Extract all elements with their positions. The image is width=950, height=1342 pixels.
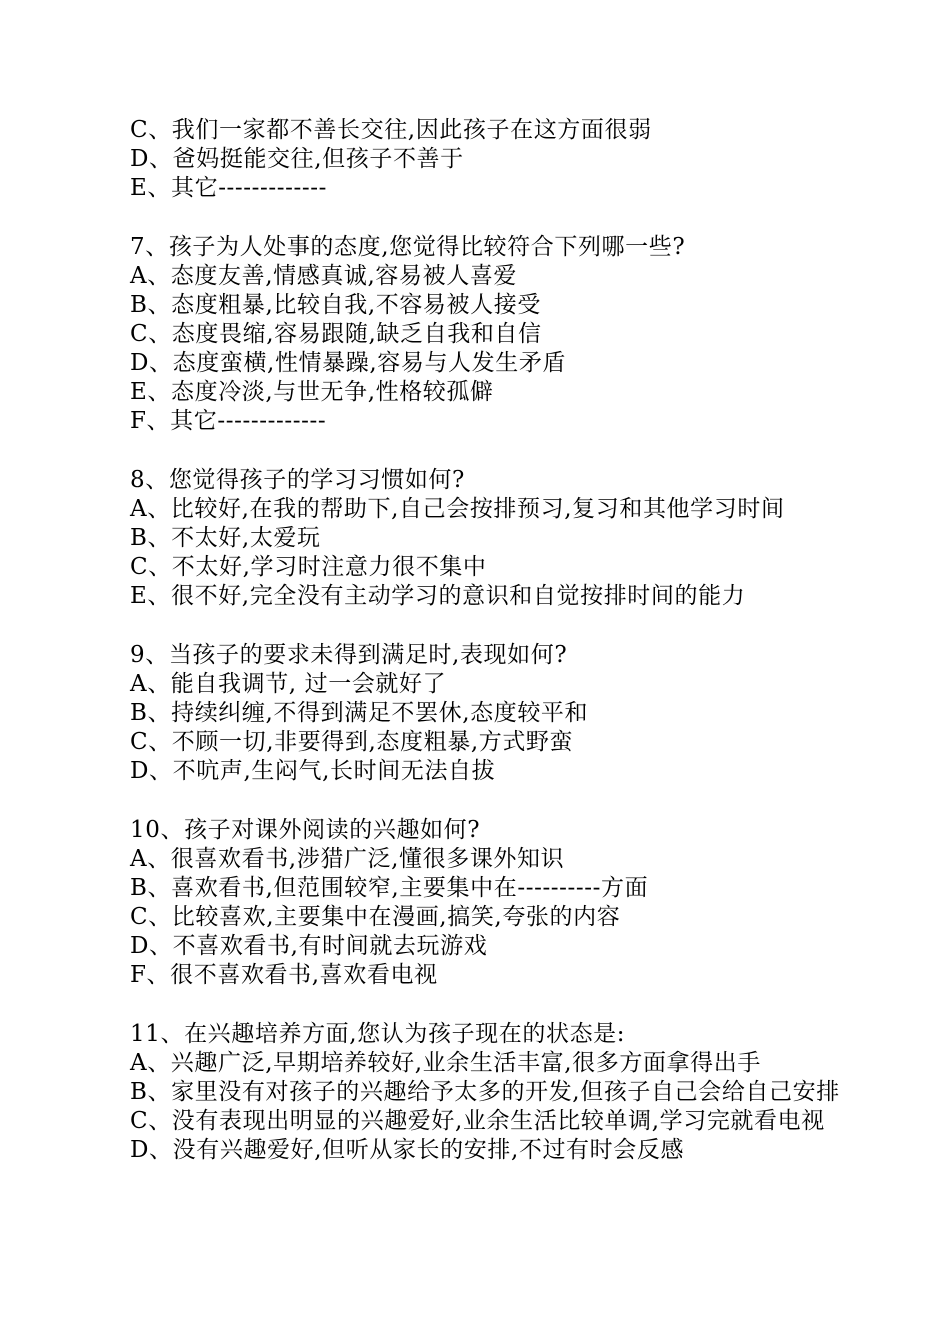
option-a: A、能自我调节, 过一会就好了 bbox=[130, 671, 447, 697]
question-6-continued bbox=[130, 116, 890, 203]
option-b: B、不太好,太爱玩 bbox=[130, 525, 321, 551]
option-a: A、很喜欢看书,涉猎广泛,懂很多课外知识 bbox=[130, 846, 565, 872]
option-b: B、喜欢看书,但范围较窄,主要集中在----------方面 bbox=[130, 875, 649, 901]
option-a: A、兴趣广泛,早期培养较好,业余生活丰富,很多方面拿得出手 bbox=[130, 1050, 761, 1076]
question-title: 11、在兴趣培养方面,您认为孩子现在的状态是: bbox=[130, 1021, 626, 1047]
question-10 bbox=[130, 816, 890, 990]
option-c: C、我们一家都不善长交往,因此孩子在这方面很弱 bbox=[130, 117, 652, 143]
option-d: D、没有兴趣爱好,但听从家长的安排,不过有时会反感 bbox=[130, 1137, 685, 1163]
option-c: C、没有表现出明显的兴趣爱好,业余生活比较单调,学习完就看电视 bbox=[130, 1108, 825, 1134]
option-d: D、态度蛮横,性情暴躁,容易与人发生矛盾 bbox=[130, 350, 567, 376]
option-e: E、其它------------- bbox=[130, 175, 328, 201]
option-d: D、不吭声,生闷气,长时间无法自拔 bbox=[130, 758, 496, 784]
option-d: D、爸妈挺能交往,但孩子不善于 bbox=[130, 146, 464, 172]
option-a: A、态度友善,情感真诚,容易被人喜爱 bbox=[130, 263, 518, 289]
question-8 bbox=[130, 466, 890, 611]
option-b: B、家里没有对孩子的兴趣给予太多的开发,但孩子自己会给自己安排 bbox=[130, 1079, 840, 1105]
option-c: C、不太好,学习时注意力很不集中 bbox=[130, 554, 487, 580]
question-9 bbox=[130, 641, 890, 786]
question-title: 7、孩子为人处事的态度,您觉得比较符合下列哪一些? bbox=[130, 234, 686, 260]
option-e: E、很不好,完全没有主动学习的意识和自觉按排时间的能力 bbox=[130, 583, 746, 609]
option-b: B、持续纠缠,不得到满足不罢休,态度较平和 bbox=[130, 700, 589, 726]
question-7 bbox=[130, 233, 890, 436]
question-title: 9、当孩子的要求未得到满足时,表现如何? bbox=[130, 642, 568, 668]
option-c: C、比较喜欢,主要集中在漫画,搞笑,夸张的内容 bbox=[130, 904, 621, 930]
option-c: C、不顾一切,非要得到,态度粗暴,方式野蛮 bbox=[130, 729, 574, 755]
option-e: E、态度冷淡,与世无争,性格较孤僻 bbox=[130, 379, 494, 405]
option-d: D、不喜欢看书,有时间就去玩游戏 bbox=[130, 933, 488, 959]
question-title: 8、您觉得孩子的学习习惯如何? bbox=[130, 467, 465, 493]
option-f: F、很不喜欢看书,喜欢看电视 bbox=[130, 962, 438, 988]
question-title: 10、孩子对课外阅读的兴趣如何? bbox=[130, 817, 481, 843]
question-11 bbox=[130, 1020, 890, 1165]
option-a: A、比较好,在我的帮助下,自己会按排预习,复习和其他学习时间 bbox=[130, 496, 785, 522]
option-f: F、其它------------- bbox=[130, 408, 327, 434]
option-c: C、态度畏缩,容易跟随,缺乏自我和自信 bbox=[130, 321, 542, 347]
option-b: B、态度粗暴,比较自我,不容易被人接受 bbox=[130, 292, 541, 318]
